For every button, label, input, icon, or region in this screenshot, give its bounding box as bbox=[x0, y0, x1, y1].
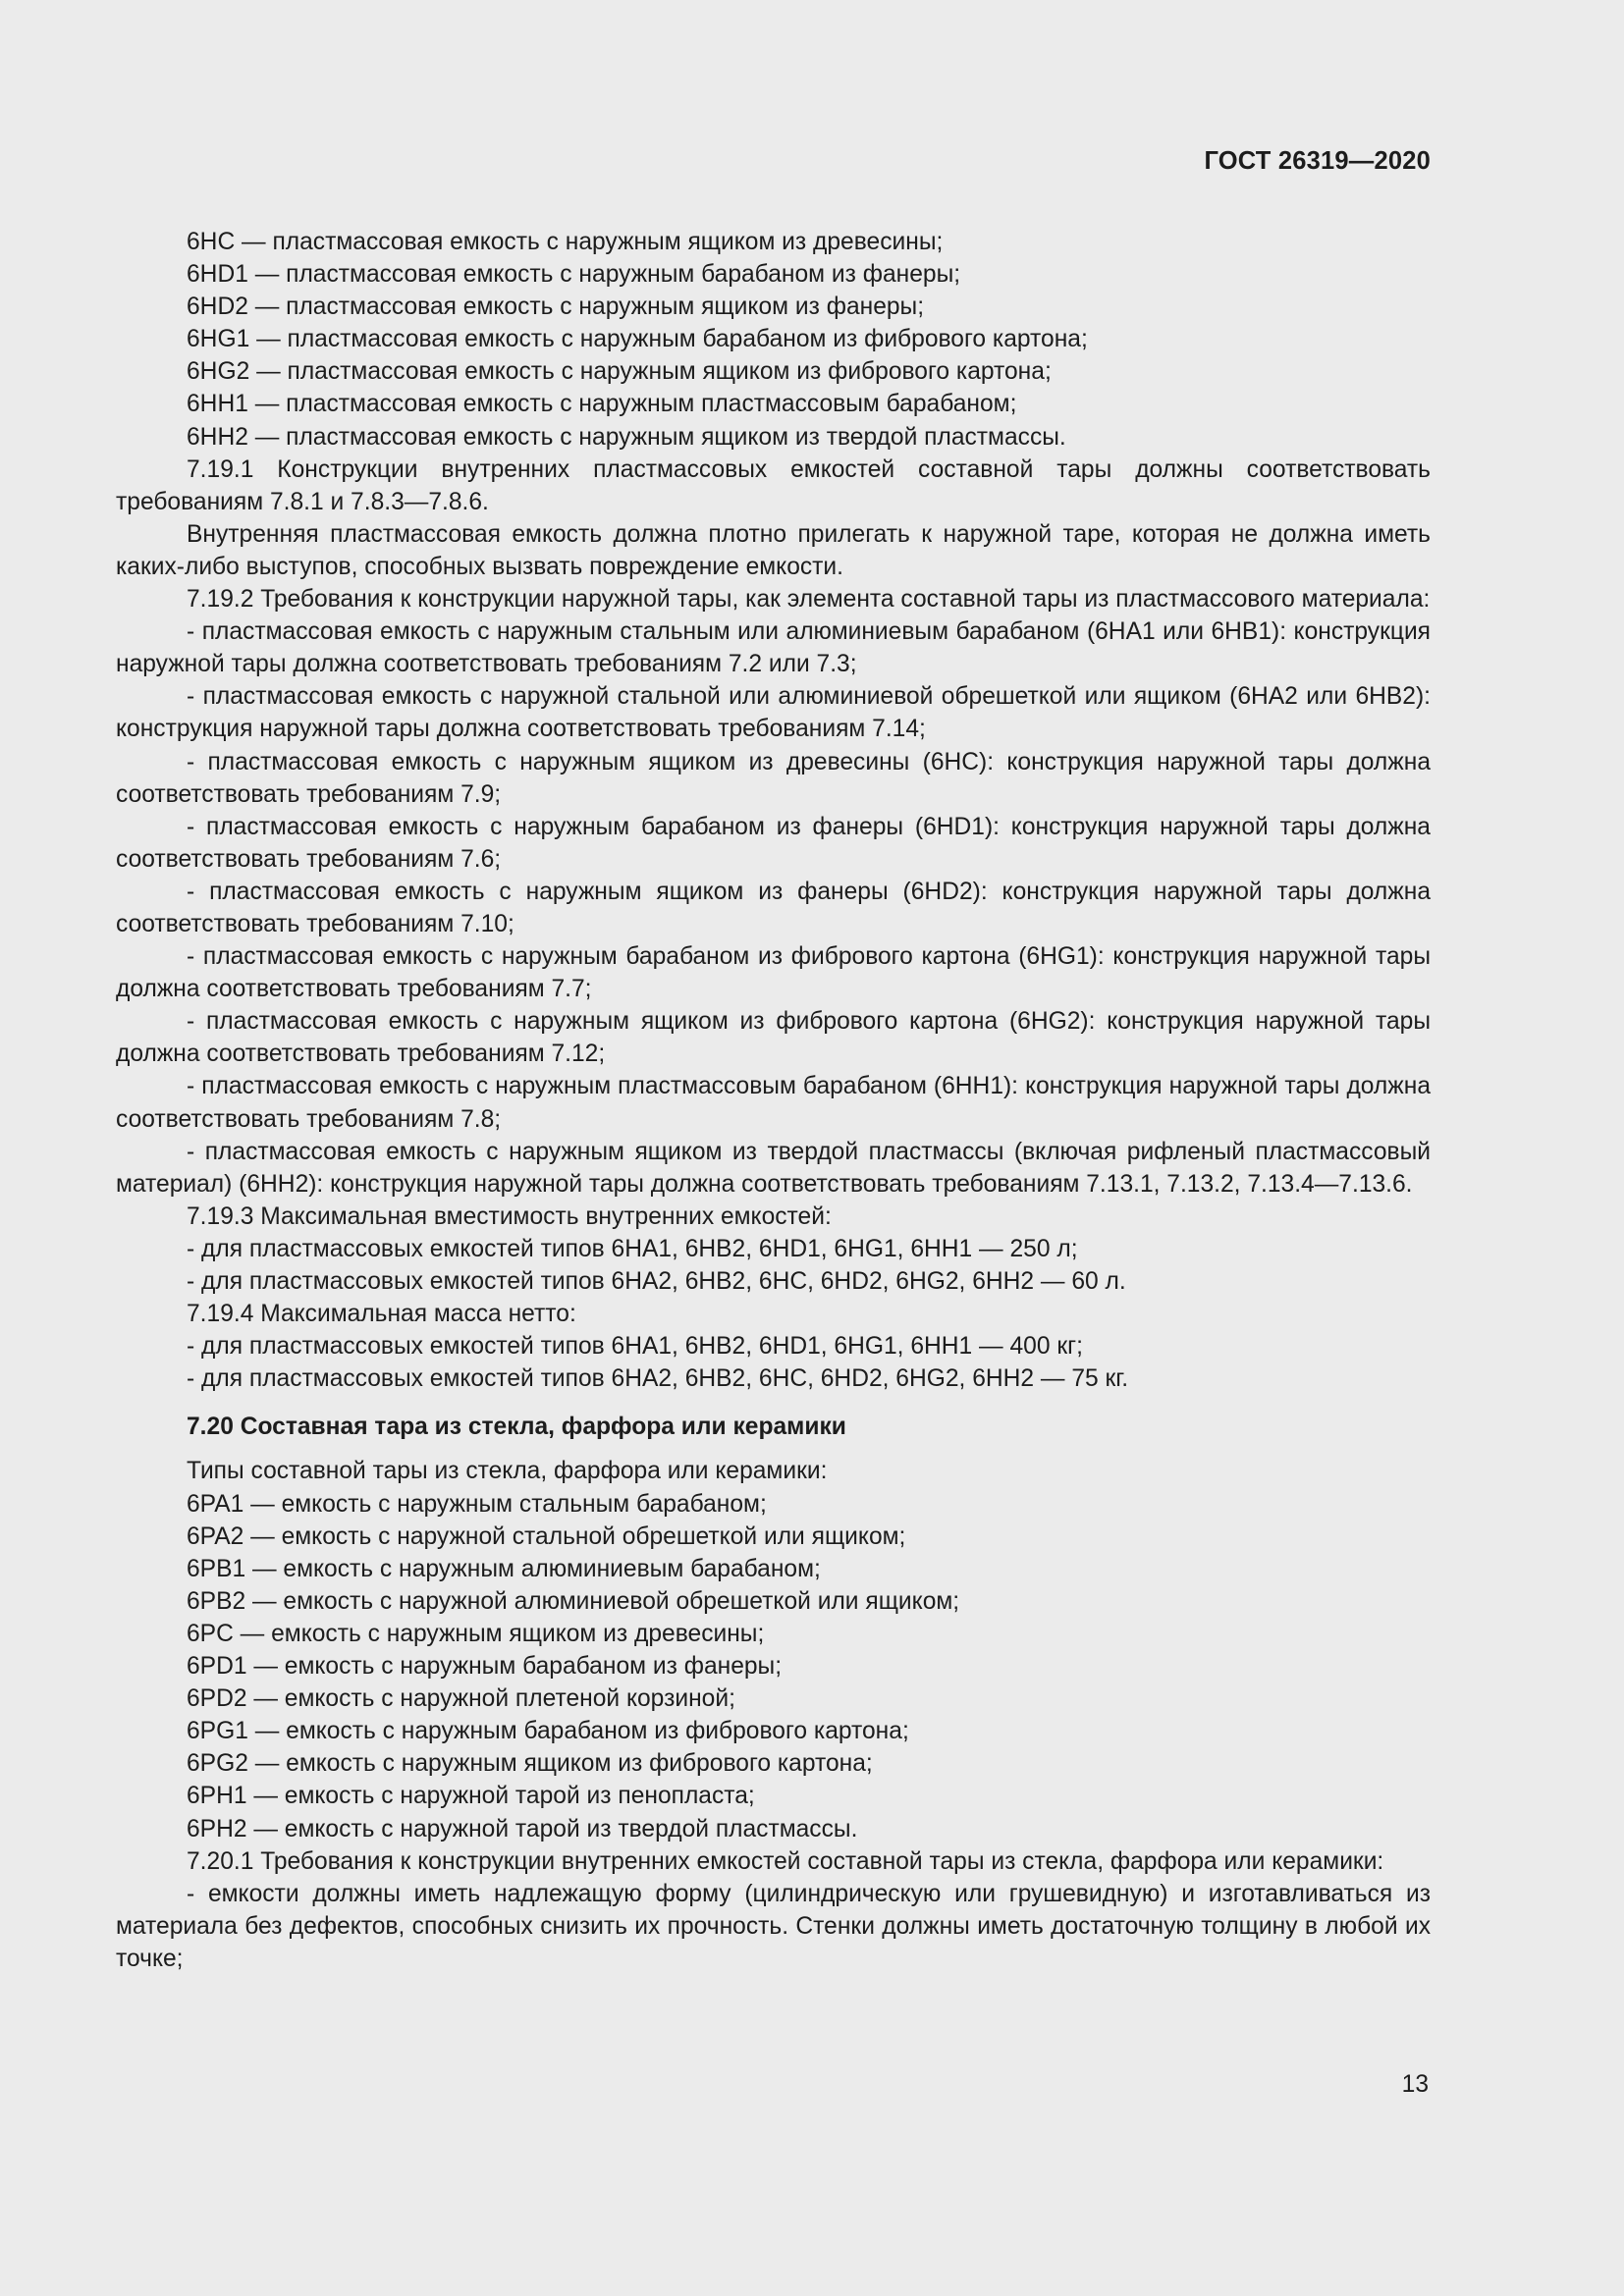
glass-type-item: 6PB2 — емкость с наружной алюминиевой обрешеткой или ящиком; bbox=[187, 1587, 960, 1615]
clause-7-20-1: 7.20.1 Требования к конструкции внутренних емкостей составной тары из стекла, фарфора или керамики: bbox=[187, 1847, 1384, 1875]
type-list-item: 6HG2 — пластмассовая емкость с наружным ящиком из фибрового картона; bbox=[187, 358, 1052, 386]
document-header: ГОСТ 26319—2020 bbox=[1204, 147, 1431, 175]
glass-type-item: 6PD1 — емкость с наружным барабаном из фанеры; bbox=[187, 1653, 783, 1681]
mass-item: - для пластмассовых емкостей типов 6HA1, 6HB2, 6HD1, 6HG1, 6HH1 — 400 кг; bbox=[187, 1333, 1083, 1361]
glass-type-item: 6PG2 — емкость с наружным ящиком из фибрового картона; bbox=[187, 1750, 873, 1778]
glass-type-item: 6PB1 — емкость с наружным алюминиевым барабаном; bbox=[187, 1555, 821, 1582]
type-list-item: 6HG1 — пластмассовая емкость с наружным барабаном из фибрового картона; bbox=[187, 326, 1088, 353]
glass-type-item: 6PH1 — емкость с наружной тарой из пенопласта; bbox=[187, 1783, 755, 1810]
glass-type-item: 6PH2 — емкость с наружной тарой из твердой пластмассы. bbox=[187, 1815, 858, 1842]
glass-type-item: 6PA1 — емкость с наружным стальным барабаном; bbox=[187, 1490, 767, 1518]
type-list-item: 6HH1 — пластмассовая емкость с наружным пластмассовым барабаном; bbox=[187, 391, 1017, 418]
clause-7-19-1-paragraph: Внутренняя пластмассовая емкость должна плотно прилегать к наружной таре, которая не должна иметь каких-либо выступов, способных вызвать повреждение емкости. bbox=[116, 520, 1431, 580]
requirement-item: - пластмассовая емкость с наружным стальным или алюминиевым барабаном (6HA1 или 6HB1): конструкция наружной тары должна соответствовать требованиям 7.2 или 7.3; bbox=[116, 618, 1431, 678]
type-list-item: 6HD2 — пластмассовая емкость с наружным ящиком из фанеры; bbox=[187, 294, 925, 321]
requirement-item: - пластмассовая емкость с наружным ящиком из твердой пластмассы (включая рифленый пластмассовый материал) (6HH2): конструкция наружной тары должна соответствовать требованиям 7.13.1, 7.13.2, 7.13.4—7.13.6. bbox=[116, 1138, 1431, 1198]
clause-7-19-1: 7.19.1 Конструкции внутренних пластмассовых емкостей составной тары должны соответствовать требованиям 7.8.1 и 7.8.3—7.8.6. bbox=[116, 455, 1431, 515]
type-list-item: 6HD1 — пластмассовая емкость с наружным барабаном из фанеры; bbox=[187, 261, 961, 289]
requirement-item: - пластмассовая емкость с наружным ящиком из фанеры (6HD2): конструкция наружной тары должна соответствовать требованиям 7.10; bbox=[116, 878, 1431, 937]
glass-type-item: 6PA2 — емкость с наружной стальной обрешеткой или ящиком; bbox=[187, 1522, 906, 1550]
glass-type-item: 6PG1 — емкость с наружным барабаном из фибрового картона; bbox=[187, 1718, 909, 1745]
mass-item: - для пластмассовых емкостей типов 6HA2, 6HB2, 6HC, 6HD2, 6HG2, 6HH2 — 75 кг. bbox=[187, 1365, 1129, 1393]
glass-type-item: 6PD2 — емкость с наружной плетеной корзиной; bbox=[187, 1685, 735, 1713]
page-number: 13 bbox=[1401, 2071, 1429, 2098]
capacity-item: - для пластмассовых емкостей типов 6HA2, 6HB2, 6HC, 6HD2, 6HG2, 6HH2 — 60 л. bbox=[187, 1268, 1126, 1295]
clause-7-19-2: 7.19.2 Требования к конструкции наружной тары, как элемента составной тары из пластмассового материала: bbox=[187, 586, 1431, 614]
requirement-item: - емкости должны иметь надлежащую форму (цилиндрическую или грушевидную) и изготавливаться из материала без дефектов, способных снизить их прочность. Стенки должны иметь достаточную толщину в любой их точке; bbox=[116, 1880, 1431, 1972]
clause-7-19-4: 7.19.4 Максимальная масса нетто: bbox=[187, 1301, 576, 1328]
clause-7-19-3: 7.19.3 Максимальная вместимость внутренних емкостей: bbox=[187, 1202, 832, 1230]
requirement-item: - пластмассовая емкость с наружной стальной или алюминиевой обрешеткой или ящиком (6HA2 или 6HB2): конструкция наружной тары должна соответствовать требованиям 7.14; bbox=[116, 683, 1431, 743]
section-7-20-intro: Типы составной тары из стекла, фарфора или керамики: bbox=[187, 1458, 828, 1485]
type-list-item: 6HH2 — пластмассовая емкость с наружным ящиком из твердой пластмассы. bbox=[187, 423, 1066, 451]
glass-type-item: 6PC — емкость с наружным ящиком из древесины; bbox=[187, 1620, 765, 1647]
requirement-item: - пластмассовая емкость с наружным пластмассовым барабаном (6HH1): конструкция наружной тары должна соответствовать требованиям 7.8; bbox=[116, 1073, 1431, 1133]
section-7-20-title: 7.20 Составная тара из стекла, фарфора или керамики bbox=[187, 1414, 846, 1441]
requirement-item: - пластмассовая емкость с наружным барабаном из фибрового картона (6HG1): конструкция наружной тары должна соответствовать требованиям 7.7; bbox=[116, 943, 1431, 1003]
type-list-item: 6HC — пластмассовая емкость с наружным ящиком из древесины; bbox=[187, 229, 944, 255]
requirement-item: - пластмассовая емкость с наружным ящиком из фибрового картона (6HG2): конструкция наружной тары должна соответствовать требованиям 7.12; bbox=[116, 1008, 1431, 1068]
requirement-item: - пластмассовая емкость с наружным барабаном из фанеры (6HD1): конструкция наружной тары должна соответствовать требованиям 7.6; bbox=[116, 813, 1431, 873]
requirement-item: - пластмассовая емкость с наружным ящиком из древесины (6HC): конструкция наружной тары должна соответствовать требованиям 7.9; bbox=[116, 748, 1431, 808]
capacity-item: - для пластмассовых емкостей типов 6HA1, 6HB2, 6HD1, 6HG1, 6HH1 — 250 л; bbox=[187, 1235, 1078, 1262]
document-body bbox=[116, 226, 1431, 1975]
